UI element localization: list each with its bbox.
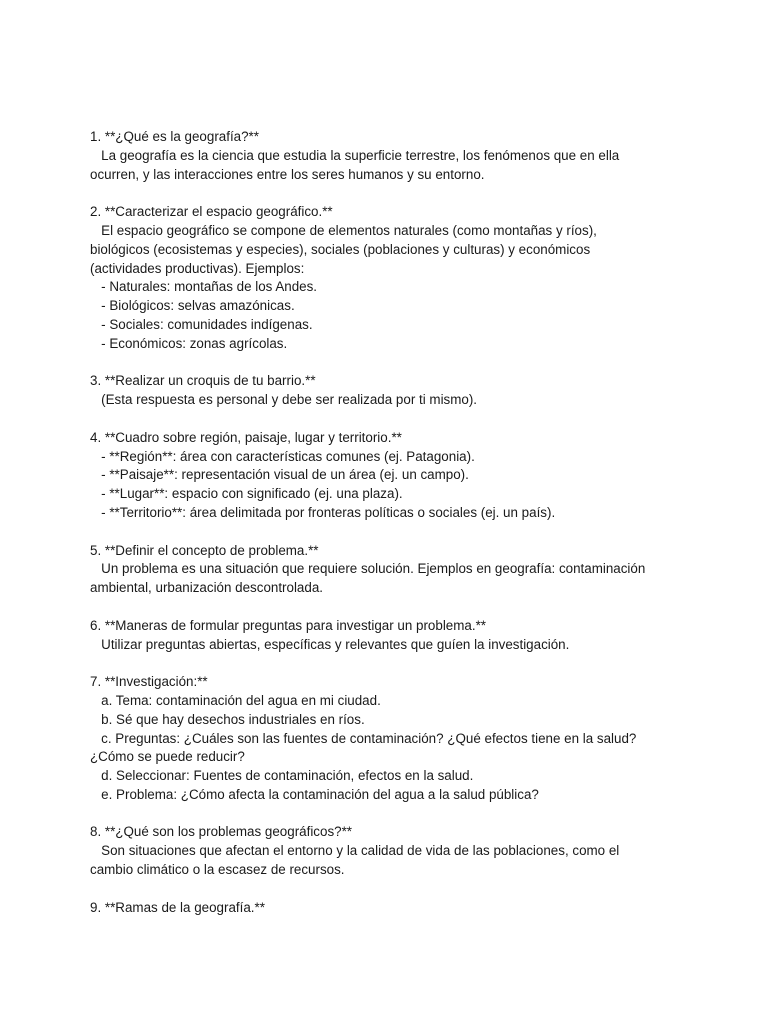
section-4 xyxy=(90,429,690,523)
paragraph-gap xyxy=(90,654,690,673)
section-text-line: biológicos (ecosistemas y especies), sociales (poblaciones y culturas) y económicos xyxy=(90,241,591,257)
document-body xyxy=(90,128,690,917)
section-heading: 8. **¿Qué son los problemas geográficos?** xyxy=(90,824,353,840)
section-2 xyxy=(90,203,690,353)
section-1 xyxy=(90,128,690,184)
section-8 xyxy=(90,823,690,879)
section-heading: 3. **Realizar un croquis de tu barrio.** xyxy=(90,373,316,389)
section-heading: 1. **¿Qué es la geografía?** xyxy=(90,129,259,144)
section-text-line: ambiental, urbanización descontrolada. xyxy=(90,580,323,596)
paragraph-gap xyxy=(90,805,690,824)
section-heading: 2. **Caracterizar el espacio geográfico.** xyxy=(90,204,333,220)
section-text-line: ocurren, y las interacciones entre los seres humanos y su entorno. xyxy=(90,166,485,182)
section-text-line: - Económicos: zonas agrícolas. xyxy=(90,335,288,351)
paragraph-gap xyxy=(90,184,690,203)
paragraph-gap xyxy=(90,410,690,429)
section-heading: 4. **Cuadro sobre región, paisaje, lugar y territorio.** xyxy=(90,429,402,445)
section-heading: 5. **Definir el concepto de problema.** xyxy=(90,542,319,558)
section-text-line: La geografía es la ciencia que estudia la superficie terrestre, los fenómenos que en ella xyxy=(90,147,620,163)
section-5 xyxy=(90,542,690,598)
section-text-line: - Naturales: montañas de los Andes. xyxy=(90,279,318,295)
paragraph-gap xyxy=(90,880,690,899)
section-text-line: ¿Cómo se puede reducir? xyxy=(90,749,245,765)
section-text-line: c. Preguntas: ¿Cuáles son las fuentes de contaminación? ¿Qué efectos tiene en la salud? xyxy=(90,730,637,746)
section-text-line: Utilizar preguntas abiertas, específicas y relevantes que guíen la investigación. xyxy=(90,636,570,652)
section-text-line: cambio climático o la escasez de recursos. xyxy=(90,862,345,878)
section-text-line: (actividades productivas). Ejemplos: xyxy=(90,260,305,276)
section-heading: 6. **Maneras de formular preguntas para investigar un problema.** xyxy=(90,617,486,633)
section-3 xyxy=(90,372,690,410)
section-heading: 9. **Ramas de la geografía.** xyxy=(90,899,265,915)
section-7 xyxy=(90,673,690,805)
section-text-line: (Esta respuesta es personal y debe ser realizada por ti mismo). xyxy=(90,392,478,408)
section-text-line: El espacio geográfico se compone de elementos naturales (como montañas y ríos), xyxy=(90,222,597,238)
section-text-line: - **Territorio**: área delimitada por fronteras políticas o sociales (ej. un país). xyxy=(90,504,556,520)
paragraph-gap xyxy=(90,354,690,373)
section-text-line: d. Seleccionar: Fuentes de contaminación, efectos en la salud. xyxy=(90,768,474,784)
section-9 xyxy=(90,899,690,918)
section-text-line: - Sociales: comunidades indígenas. xyxy=(90,316,313,332)
section-text-line: Un problema es una situación que requiere solución. Ejemplos en geografía: contaminación xyxy=(90,561,646,577)
section-text-line: - Biológicos: selvas amazónicas. xyxy=(90,298,295,314)
section-6 xyxy=(90,617,690,655)
section-text-line: Son situaciones que afectan el entorno y la calidad de vida de las poblaciones, como el xyxy=(90,843,620,859)
paragraph-gap xyxy=(90,523,690,542)
section-text-line: - **Lugar**: espacio con significado (ej. una plaza). xyxy=(90,486,403,502)
section-heading: 7. **Investigación:** xyxy=(90,674,208,690)
section-text-line: a. Tema: contaminación del agua en mi ciudad. xyxy=(90,692,381,708)
paragraph-gap xyxy=(90,598,690,617)
section-text-line: - **Paisaje**: representación visual de un área (ej. un campo). xyxy=(90,467,469,483)
section-text-line: b. Sé que hay desechos industriales en ríos. xyxy=(90,711,365,727)
section-text-line: - **Región**: área con características comunes (ej. Patagonia). xyxy=(90,448,475,464)
section-text-line: e. Problema: ¿Cómo afecta la contaminación del agua a la salud pública? xyxy=(90,786,539,802)
